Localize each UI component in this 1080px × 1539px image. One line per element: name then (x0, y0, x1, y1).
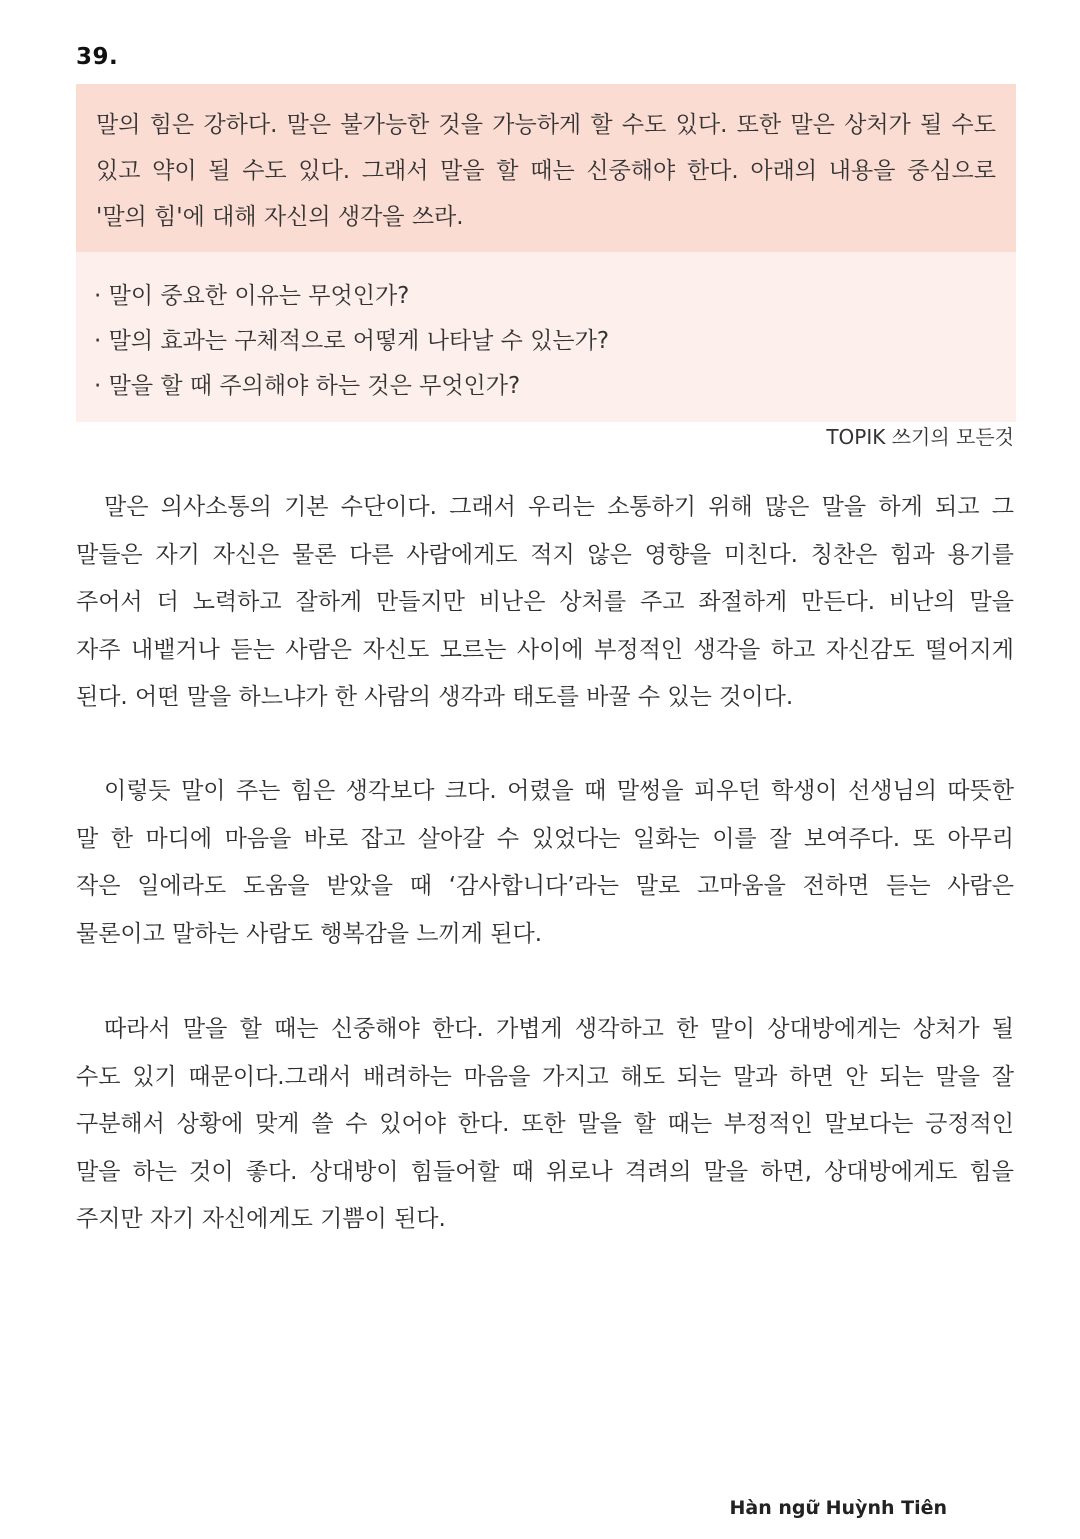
essay-line: 작은 일에라도 도움을 받았을 때 ‘감사합니다’라는 말로 고마움을 전하면 듣는 사람은 (76, 873, 1014, 899)
guide-points-box (76, 252, 1016, 422)
guide-point: · 말을 할 때 주의해야 하는 것은 무엇인가? (94, 373, 521, 399)
essay-paragraph-3 (76, 1006, 1014, 1244)
essay-line: 된다. 어떤 말을 하느냐가 한 사람의 생각과 태도를 바꿀 수 있는 것이다. (76, 684, 794, 710)
prompt-line: '말의 힘'에 대해 자신의 생각을 쓰라. (96, 204, 464, 230)
essay-line: 말 한 마디에 마음을 바로 잡고 살아갈 수 있었다는 일화는 이를 잘 보여주다. 또 아무리 (76, 825, 1014, 852)
guide-point: · 말이 중요한 이유는 무엇인가? (94, 283, 410, 309)
question-number: 39. (76, 44, 119, 70)
essay-line: 수도 있기 때문이다.그래서 배려하는 마음을 가지고 해도 되는 말과 하면 안 되는 말을 잘 (76, 1063, 1014, 1090)
prompt-box (76, 84, 1016, 252)
source-citation: TOPIK 쓰기의 모든것 (826, 425, 1014, 449)
essay-line: 물론이고 말하는 사람도 행복감을 느끼게 된다. (76, 920, 543, 947)
guide-point: · 말의 효과는 구체적으로 어떻게 나타날 수 있는가? (94, 328, 610, 354)
essay-line: 말을 하는 것이 좋다. 상대방이 힘들어할 때 위로나 격려의 말을 하면, 상대방에게도 힘을 (76, 1158, 1014, 1185)
essay-line: 이렇듯 말이 주는 힘은 생각보다 크다. 어렸을 때 말썽을 피우던 학생이 선생님의 따뜻한 (104, 778, 1014, 804)
essay-paragraph-2 (76, 768, 1014, 958)
essay-line: 주어서 더 노력하고 잘하게 만들지만 비난은 상처를 주고 좌절하게 만든다. 비난의 말을 (76, 589, 1014, 615)
essay-line: 따라서 말을 할 때는 신중해야 한다. 가볍게 생각하고 한 말이 상대방에게는 상처가 될 (104, 1016, 1014, 1042)
essay-line: 말들은 자기 자신은 물론 다른 사람에게도 적지 않은 영향을 미친다. 칭찬은 힘과 용기를 (76, 541, 1014, 568)
essay-line: 말은 의사소통의 기본 수단이다. 그래서 우리는 소통하기 위해 많은 말을 하게 되고 그 (104, 494, 1014, 520)
essay-line: 주지만 자기 자신에게도 기쁨이 된다. (76, 1206, 446, 1232)
essay-paragraph-1 (76, 484, 1014, 722)
prompt-line: 말의 힘은 강하다. 말은 불가능한 것을 가능하게 할 수도 있다. 또한 말은 상처가 될 수도 (96, 112, 996, 138)
author-watermark: Hàn ngữ Huỳnh Tiên (729, 1497, 947, 1519)
essay-line: 구분해서 상황에 맞게 쓸 수 있어야 한다. 또한 말을 할 때는 부정적인 말보다는 긍정적인 (76, 1111, 1014, 1137)
essay-line: 자주 내뱉거나 듣는 사람은 자신도 모르는 사이에 부정적인 생각을 하고 자신감도 떨어지게 (76, 636, 1014, 663)
prompt-line: 있고 약이 될 수도 있다. 그래서 말을 할 때는 신중해야 한다. 아래의 내용을 중심으로 (96, 158, 996, 184)
